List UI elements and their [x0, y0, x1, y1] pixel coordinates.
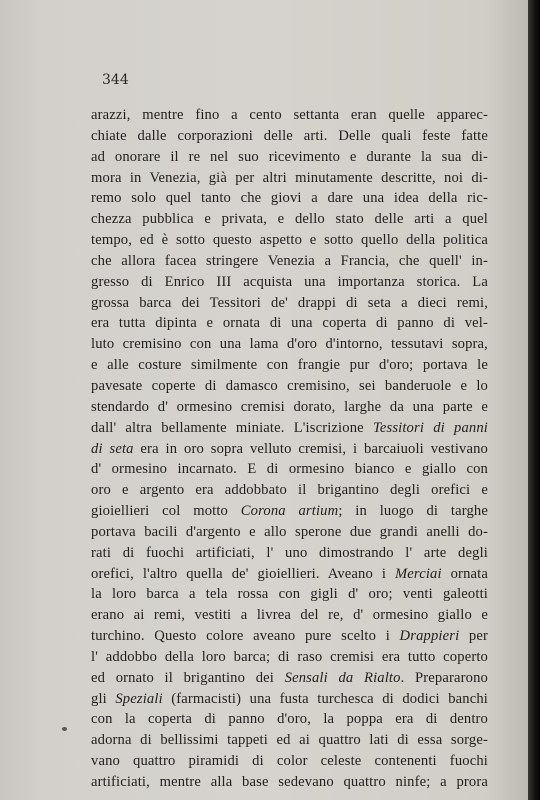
text-line: chiate dalle corporazioni delle arti. Delle quali feste fatte [91, 127, 488, 144]
text-line: rati di fuochi artificiati, l' uno dimostrando l' arte degli [91, 544, 488, 561]
text-line: turchino. Questo colore aveano pure scelto i Drappieri per [91, 628, 488, 645]
text-line: ad onorare il re nel suo ricevimento e durante la sua di- [91, 148, 488, 165]
page-edge-shadow [528, 0, 540, 800]
text-line: gresso di Enrico III acquista una importanza storica. La [91, 273, 488, 290]
text-line: stendardo d' ormesino cremisi dorato, larghe da una parte e [91, 398, 488, 415]
text-line: arazzi, mentre fino a cento settanta eran quelle apparec- [91, 107, 488, 123]
text-line: con la coperta di panno d'oro, la poppa era di dentro [91, 711, 488, 728]
page-number: 344 [102, 72, 129, 88]
italic-term: Speziali [115, 690, 163, 707]
text-line: luto cremisino con una lama d'oro d'intorno, tessutavi sopra, [91, 336, 488, 353]
text-line: ed ornato il brigantino dei Sensali da Rialto. Prepararono [91, 669, 488, 686]
text-line: vano quattro piramidi di color celeste contenenti fuochi [91, 753, 488, 770]
italic-term: di seta [91, 440, 134, 457]
text-line: la loro barca a tela rossa con gigli d' oro; venti galeotti [91, 586, 488, 603]
body-text [91, 105, 488, 793]
text-line: oro e argento era addobbato il brigantino degli orefici e [91, 482, 488, 499]
text-line: e alle costure similmente con frangie pur d'oro; portava le [91, 357, 488, 374]
text-line: d' ormesino incarnato. E di ormesino bianco e giallo con [91, 461, 488, 478]
text-line: mora in Venezia, già per altri minutamente descritte, noi di- [91, 169, 488, 186]
italic-term: Tessitori di panni [372, 419, 488, 436]
text-line: l' addobbo della loro barca; di raso cremisi era tutto coperto [91, 648, 488, 665]
text-line: portava bacili d'argento e allo sperone due grandi anelli do- [91, 523, 488, 540]
text-line: erano ai remi, vestiti a livrea del re, d' ormesino giallo e [91, 607, 488, 624]
text-line: che allora facea stringere Venezia a Francia, che quell' in- [91, 252, 488, 269]
text-line: gioiellieri col motto Corona artium; in luogo di targhe [91, 503, 488, 520]
text-line: adorna di bellissimi tappeti ed ai quattro lati di essa sorge- [91, 732, 488, 749]
text-line: di seta era in oro sopra velluto cremisi, i barcaiuoli vestivano [91, 440, 488, 457]
text-line: tempo, ed è sotto questo aspetto e sotto quello della politica [91, 232, 488, 249]
ink-smudge [62, 727, 67, 731]
italic-term: Drappieri [399, 628, 460, 645]
text-line: orefici, l'altro quella de' gioiellieri. Aveano i Merciai ornata [91, 565, 488, 582]
italic-term: Corona artium [240, 503, 339, 520]
italic-term: Sensali da Rialto [284, 669, 401, 686]
text-line: dall' altra bellamente miniate. L'iscrizione Tessitori di panni [91, 419, 488, 436]
text-line: remo solo quel tanto che giovi a dare una idea della ric- [91, 190, 488, 207]
text-line: pavesate coperte di damasco cremisino, sei banderuole e lo [91, 377, 488, 394]
text-line: era tutta dipinta e ornata di una coperta di panno di vel- [91, 315, 488, 332]
text-line: gli Speziali (farmacisti) una fusta turchesca di dodici banchi [91, 690, 489, 707]
italic-term: Merciai [394, 565, 442, 582]
text-line: artificiati, mentre alla base sedevano quattro ninfe; a prora [91, 774, 488, 790]
text-line: grossa barca dei Tessitori de' drappi di seta a dieci remi, [91, 294, 488, 311]
text-line: chezza pubblica e privata, e dello stato delle arti a quel [91, 211, 488, 228]
